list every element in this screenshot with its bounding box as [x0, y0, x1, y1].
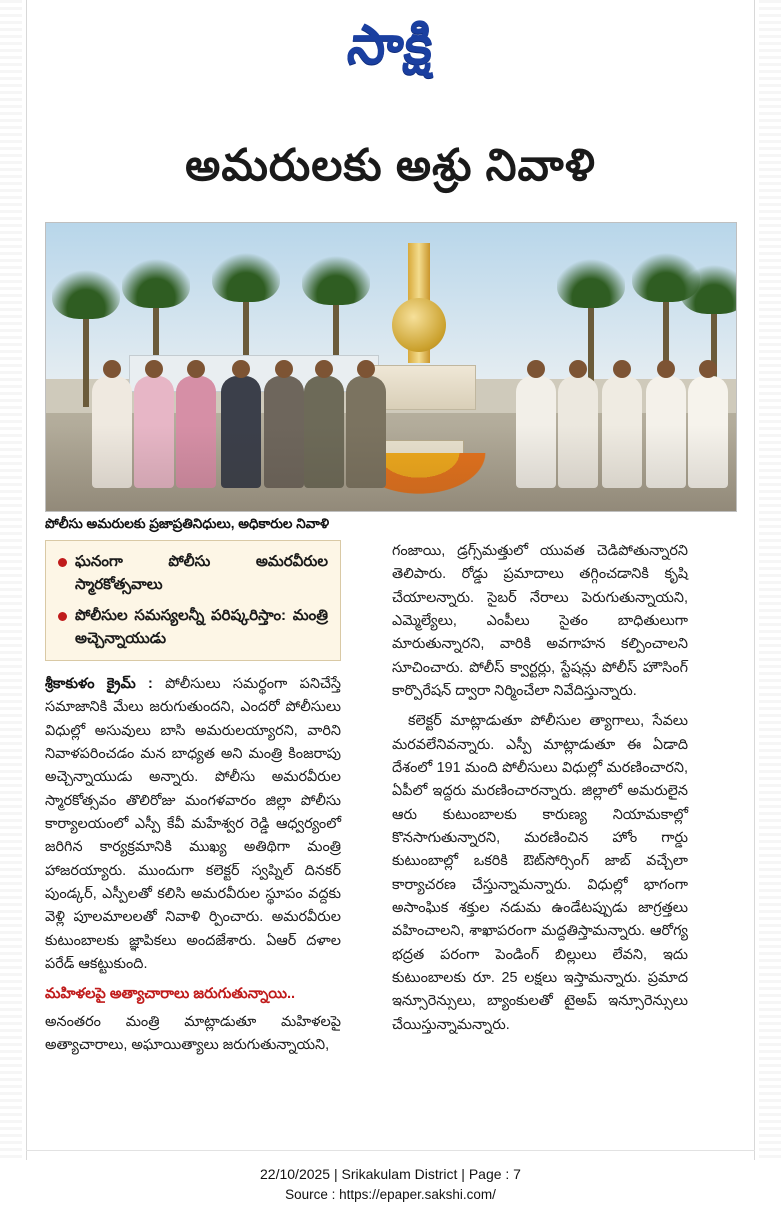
article-paragraph: అనంతరం మంత్రి మాట్లాడుతూ మహిళలపై అత్యాచారాలు, అఘాయిత్యాలు జరుగుతున్నాయని, [45, 1013, 341, 1054]
photo-foreground-shading [46, 425, 736, 511]
memorial-monument [390, 243, 448, 410]
article-subhead: మహిళలపై అత్యాచారాలు జరుగుతున్నాయి.. [45, 986, 296, 1003]
footer-divider [26, 1150, 755, 1151]
highlight-text: పోలీసుల సమస్యలన్నీ పరిష్కరిస్తాం: మంత్రి అచ్చెన్నాయుడు [75, 607, 328, 647]
bullet-dot-icon [58, 558, 67, 567]
footer-source: Source : https://epaper.sakshi.com/ [285, 1186, 496, 1202]
article-paragraph-text: పోలీసులు సమర్థంగా పనిచేస్తే సమాజానికి మేలు జరుగుతుందని, ఎందరో పోలీసులు విధుల్లో అసువులు బాసి అమరులయ్యారని, వారిని నివాళపరించడం మన బాధ్యత అని మంత్రి కింజరాపు అచ్చెన్నాయుడు అన్నారు. పోలీసు అమరవీరుల స్మారకోత్సవం తొలిరోజు మంగళవారం జిల్లా పోలీసు కార్యాలయంలో ఎస్పీ కేవీ మహేశ్వర రెడ్డి ఆధ్వర్యంలో జరిగిన కార్యక్రమానికి ముఖ్య అతిథిగా మంత్రి హాజరయ్యారు. ముందుగా కలెక్టర్ స్వప్నిల్ దినకర్ పుండ్కర్, ఎస్పీలతో కలిసి అమరవీరుల స్థూపం వద్దకు వెళ్లి పూలమాలలతో నివాళి ర్పించారు. అమరవీరుల కుటుంబాలకు జ్ఞాపికలు అందజేశారు. ఏఆర్ దళాల పరేడ్ ఆకట్టుకుంది. [45, 676, 341, 972]
photo-caption: పోలీసు అమరులకు ప్రజాప్రతినిధులు, అధికారుల నివాళి [45, 516, 330, 531]
article-paragraph: కలెక్టర్ మాట్లాడుతూ పోలీసుల త్యాగాలు, సేవలు మరవలేనివన్నారు. ఎస్పీ మాట్లాడుతూ ఈ ఏడాది దేశంలో 191 మంది పోలీసులు విధుల్లో మరణించారని, ఏపీలో ఇద్దరు మరణించారన్నారు. జిల్లాలో అమరులైన ఆరు కుటుంబాలకు కారుణ్య నియామకాల్లో కొనసాగుతున్నారని, మరణించిన హోం గార్డు కుటుంబాల్లో ఒకరికి ఔట్‌సోర్సింగ్ జాబ్ వచ్చేలా కార్యాచరణ చేస్తున్నామన్నారు. విధుల్లో భాగంగా అసాంఘిక శక్తుల నడుమ ఉండేటప్పుడు జాగ్రత్తలు వహించాలని, శాఖాపరంగా మద్దతిస్తామన్నారు. ఆరోగ్య భద్రత పరంగా పెండింగ్ బిల్లులు లేవని, ఇదు కుటుంబాలకు రూ. 25 లక్షలు ఇస్తామన్నారు. ప్రమాద ఇన్సూరెన్సులు, బ్యాంకులతో టైఅప్ ఇన్సూరెన్సులు చేయిస్తున్నామన్నారు. [392, 713, 688, 1033]
article-column-left [45, 540, 341, 1065]
bullet-dot-icon [58, 612, 67, 621]
masthead [0, 15, 781, 75]
article-column-right [392, 540, 688, 1044]
page-footer [0, 1164, 781, 1205]
footer-page-info: 22/10/2025 | Srikakulam District | Page : 7 [260, 1165, 521, 1182]
highlights-box [45, 540, 341, 661]
article-paragraph [45, 673, 341, 976]
sakshi-logo: సాక్షి [344, 15, 437, 75]
highlight-item [58, 605, 328, 650]
article-paragraph: గంజాయి, డ్రగ్స్‌మత్తులో యువత చెడిపోతున్నారని తెలిపారు. రోడ్డు ప్రమాదాలు తగ్గించడానికి కృషి చేయాలన్నారు. సైబర్ నేరాలు పెరుగుతున్నాయని, ఎమ్మెల్యేలు, ఎంపీలు సైతం బాధితులుగా మారుతున్నారని, వారికి అవగాహన కల్పించాలని సూచించారు. పోలీస్ క్వార్టర్లు, స్టేషన్లు పోలీస్ హౌసింగ్ కార్పొరేషన్ ద్వారా నిర్మించేలా నివేదిస్తున్నారు. [392, 543, 688, 699]
highlight-text: ఘనంగా పోలీసు అమరవీరుల స్మారకోత్సవాలు [75, 553, 328, 593]
police-martyrs-memorial-photo [45, 222, 737, 512]
highlight-item [58, 551, 328, 596]
article-headline: అమరులకు అశ్రు నివాళి [185, 141, 596, 190]
dateline: శ్రీకాకుళం క్రైమ్ : [45, 676, 153, 692]
